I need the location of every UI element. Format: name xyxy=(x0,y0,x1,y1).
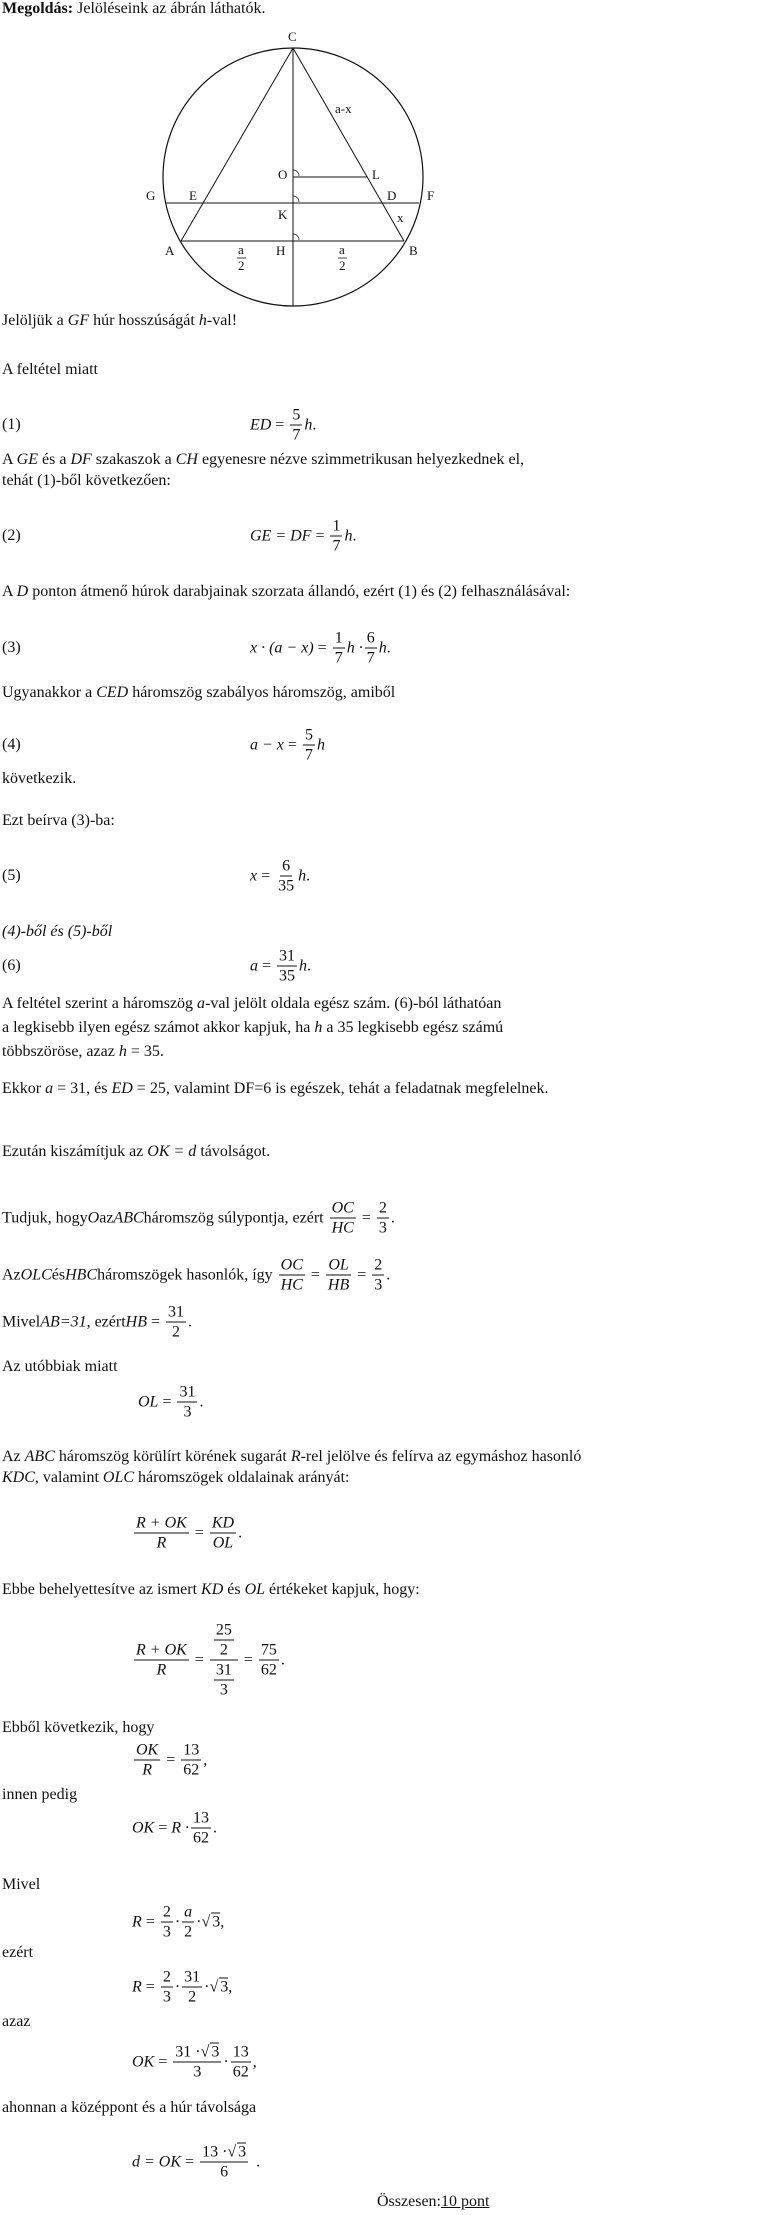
paragraph-therefore: ezért xyxy=(2,1944,34,1961)
label-b: B xyxy=(409,243,418,258)
fraction xyxy=(276,858,296,895)
paragraph-symmetry xyxy=(2,450,524,470)
paragraph-hb xyxy=(2,1304,192,1341)
fraction xyxy=(303,727,315,764)
fraction xyxy=(182,1969,202,2006)
eq1-d: 7 xyxy=(292,426,301,444)
eq8-end: . xyxy=(238,1524,243,1541)
eq4-lhs: a − x xyxy=(250,736,284,753)
eq12-lhs: R xyxy=(132,1913,142,1930)
eq13-end: , xyxy=(228,1978,233,1995)
eq12-d2: 2 xyxy=(184,1923,193,1941)
eq13-lhs: R xyxy=(132,1978,142,1995)
label-half-a-right-num: a xyxy=(339,242,345,257)
paragraph-circumradius xyxy=(2,1447,581,1467)
p13-n1: OC xyxy=(280,1256,303,1274)
fraction xyxy=(161,1969,173,2006)
eq2-lhs: GE = DF xyxy=(250,527,312,544)
eq13-d2: 2 xyxy=(188,1988,197,2006)
label-x: x xyxy=(397,210,404,225)
eq6-n: 31 xyxy=(279,947,296,965)
p16-t2: háromszög körülírt körének sugarát xyxy=(54,1448,291,1465)
p5-t2: háromszög szabályos háromszög, amiből xyxy=(128,684,396,701)
eq4 xyxy=(250,727,325,764)
p14-n: 31 xyxy=(168,1303,184,1321)
eq13-eq: = xyxy=(145,1978,155,1995)
eq10-d2: 62 xyxy=(183,1761,200,1779)
eq6-eq: = xyxy=(262,957,272,974)
p17-t1: Ebbe behelyettesítve az ismert xyxy=(2,1581,202,1598)
fraction xyxy=(200,2144,248,2181)
eq10-n2: 13 xyxy=(183,1741,200,1759)
eq8-n1: R + OK xyxy=(136,1514,187,1532)
p11-t2: távolságot. xyxy=(196,1143,271,1160)
label-g: G xyxy=(146,188,156,203)
p14-v2: HB xyxy=(125,1313,147,1330)
label-c: C xyxy=(288,29,297,44)
numerator xyxy=(173,2044,221,2063)
eq8-d2: OL xyxy=(212,1534,234,1552)
right-angle-h xyxy=(293,234,299,240)
eq6-end: . xyxy=(307,957,312,974)
eq10-eq: = xyxy=(166,1751,176,1768)
p12-n: OC xyxy=(331,1199,354,1217)
paragraph-substitution xyxy=(2,1580,420,1600)
eq-ok-value: OK = $\frac{31 \cdot√ 3}{3}$ · $\frac{13}{62}$ , xyxy=(132,2043,257,2081)
paragraph-chord-product xyxy=(2,582,570,602)
geometry-figure xyxy=(0,0,777,320)
p13-eq: = xyxy=(310,1266,320,1283)
eq6 xyxy=(250,948,311,985)
fraction xyxy=(214,1622,234,1659)
paragraph-similar xyxy=(2,1257,390,1294)
fraction xyxy=(177,1384,197,1421)
eq3-v1: h · xyxy=(346,639,363,656)
paragraph-from-4-5: (4)-ből és (5)-ből xyxy=(2,923,113,940)
p10-t1: Ekkor xyxy=(2,1080,46,1097)
p1-t1: Jelöljük a xyxy=(2,312,68,329)
p1-t3: -val! xyxy=(206,312,238,329)
eq-d-value xyxy=(132,2144,260,2181)
eq14-d1: 3 xyxy=(193,2063,202,2081)
paragraph-distance xyxy=(2,1142,270,1162)
eq12-end: , xyxy=(220,1913,225,1930)
p9-l1b: -val jelölt oldala egész szám. (6)-ból láthatóan xyxy=(205,995,502,1012)
eq5-v: h xyxy=(298,867,307,884)
eq9-dn: 31 xyxy=(215,1661,232,1679)
eq14-end: , xyxy=(252,2053,257,2070)
p12-t1: Tudjuk, hogy xyxy=(2,1209,88,1226)
p9-l2a: a legkisebb ilyen egész számot akkor kapjuk, ha xyxy=(2,1019,315,1036)
fraction xyxy=(134,1742,160,1779)
eq1-v: h xyxy=(304,416,313,433)
label-l: L xyxy=(372,167,380,182)
eq7-d: 3 xyxy=(183,1403,192,1421)
eq10-d1: R xyxy=(142,1761,152,1779)
p11-t1: Ezután kiszámítjuk az xyxy=(2,1143,148,1160)
p16b-v2: OLC xyxy=(102,1469,135,1486)
p9-l2v: h xyxy=(314,1019,323,1036)
fraction xyxy=(161,1904,173,1941)
fraction xyxy=(231,2044,251,2081)
eq6-number: (6) xyxy=(2,957,21,974)
eq5 xyxy=(250,858,310,895)
eq12-eq: = xyxy=(145,1913,155,1930)
eq3-n2: 6 xyxy=(366,629,375,647)
p13-n2: OL xyxy=(328,1256,349,1274)
eq11-d: 62 xyxy=(193,1829,210,1847)
eq-ratio-values xyxy=(132,1622,285,1699)
eq1-number: (1) xyxy=(2,416,21,433)
p11-v1: OK = d xyxy=(147,1143,197,1160)
fraction xyxy=(214,1662,234,1699)
p9-l2b: a 35 legkisebb egész számú xyxy=(322,1019,504,1036)
eq11-n: 13 xyxy=(193,1809,210,1827)
eq6-v: h xyxy=(299,957,308,974)
fraction xyxy=(173,2044,221,2081)
p1-t2: húr hosszúságát xyxy=(89,312,199,329)
p12-d2: 3 xyxy=(378,1219,387,1237)
eq8-n2: KD xyxy=(211,1514,235,1532)
paragraph-integer-3 xyxy=(2,1042,164,1062)
fraction xyxy=(134,1515,189,1552)
p10-v1: a xyxy=(45,1080,54,1097)
paragraph-follows: következik. xyxy=(2,770,77,787)
paragraph-integer-2 xyxy=(2,1018,503,1038)
eq3-d1: 7 xyxy=(334,649,343,667)
paragraph-centroid xyxy=(2,1200,395,1237)
p12-t3: háromszög súlypontja, ezért xyxy=(143,1209,324,1226)
paragraph-circumradius-2 xyxy=(2,1468,349,1488)
eq1-n: 5 xyxy=(292,406,301,424)
paragraph-distance-result: ahonnan a középpont és a húr távolsága xyxy=(2,2099,257,2116)
p16-t3: -rel jelölve és felírva az egymáshoz hasonló xyxy=(300,1448,582,1465)
label-e: E xyxy=(189,188,197,203)
eq14-eq: = xyxy=(158,2053,168,2070)
eq12-rad: 3 xyxy=(212,1913,221,1931)
eq15-rad: 3 xyxy=(238,2143,247,2161)
eq7-end: . xyxy=(199,1393,204,1410)
eq8-d1: R xyxy=(156,1534,167,1552)
eq-r-value: R = $\frac{2}{3}$ · $\frac{31}{2}$ · √ 3 , xyxy=(132,1968,233,2006)
p9-l1v: a xyxy=(197,995,206,1012)
p4-t1: A xyxy=(2,583,17,600)
eq3-number: (3) xyxy=(2,639,21,656)
p16-v1: ABC xyxy=(24,1448,55,1465)
fraction xyxy=(134,1642,189,1679)
eq2-d: 7 xyxy=(332,537,341,555)
p12-d: HC xyxy=(331,1219,354,1237)
total-points: 10 pont xyxy=(440,2193,490,2210)
eq4-number: (4) xyxy=(2,736,21,753)
paragraph-follows-2: Ebből következik, hogy xyxy=(2,1719,155,1736)
eq1-eq: = xyxy=(275,416,285,433)
p1-v2: h xyxy=(198,312,207,329)
p16b-t2: háromszögek oldalainak arányát: xyxy=(134,1469,350,1486)
eq15-d: 6 xyxy=(220,2163,229,2181)
eq9-end: . xyxy=(280,1651,285,1668)
heading-label: Megoldás: xyxy=(2,0,74,17)
p9-l1a: A feltétel szerint a háromszög xyxy=(2,995,198,1012)
eq6-lhs: a xyxy=(250,957,258,974)
numerator xyxy=(210,1622,238,1661)
paragraph-equilateral xyxy=(2,683,395,703)
eq3-n1: 1 xyxy=(334,629,343,647)
right-angle-k xyxy=(293,196,299,202)
eq12-d1: 3 xyxy=(162,1923,171,1941)
eq9-nd: 2 xyxy=(219,1641,228,1659)
eq4-n: 5 xyxy=(304,726,313,744)
fraction xyxy=(181,1742,201,1779)
p14-t1: Mivel xyxy=(2,1313,41,1330)
p14-eq: = xyxy=(150,1313,160,1330)
right-angle-o xyxy=(293,170,299,176)
p10-v2: ED xyxy=(111,1080,133,1097)
p16b-v1: KDC xyxy=(2,1469,35,1486)
paragraph-ie: azaz xyxy=(2,2013,31,2030)
p12-v2: ABC xyxy=(113,1209,144,1226)
eq5-end: . xyxy=(306,867,311,884)
p13-d1: HC xyxy=(280,1276,303,1294)
side-ca xyxy=(181,48,293,241)
paragraph-define-h xyxy=(2,311,237,331)
label-half-a-left-num: a xyxy=(238,242,244,257)
label-o: O xyxy=(278,167,288,182)
eq2-number: (2) xyxy=(2,527,21,544)
p9-l3b: = 35. xyxy=(126,1043,164,1060)
eq9-d1: R xyxy=(156,1661,167,1679)
fraction xyxy=(326,1257,351,1294)
sqrt-icon: √ xyxy=(201,1913,211,1930)
eq4-d: 7 xyxy=(304,746,313,764)
p12-eq: = xyxy=(361,1209,371,1226)
paragraph-integer-1 xyxy=(2,994,501,1014)
p3-t3: szakaszok a xyxy=(91,451,176,468)
fraction xyxy=(277,948,297,985)
p14-d: 2 xyxy=(172,1323,180,1341)
p13-d2: HB xyxy=(327,1276,350,1294)
p12-end: . xyxy=(390,1209,395,1226)
eq3-d2: 7 xyxy=(366,649,375,667)
eq15-end: . xyxy=(256,2153,261,2170)
paragraph-condition: A feltétel miatt xyxy=(2,361,98,378)
p13-v2: HBC xyxy=(65,1266,98,1283)
compound-fraction xyxy=(210,1622,238,1699)
eq2-end: . xyxy=(352,527,357,544)
eq13-n1: 2 xyxy=(162,1968,171,1986)
paragraph-latter: Az utóbbiak miatt xyxy=(2,1358,118,1375)
label-half-a-left-den: 2 xyxy=(238,258,245,273)
eq2-eq: = xyxy=(315,527,325,544)
sqrt-icon: √ xyxy=(209,1978,219,1995)
label-a-minus-x: a-x xyxy=(335,101,352,116)
label-f: F xyxy=(427,188,435,203)
p13-v1: OLC xyxy=(20,1266,52,1283)
eq15-na: 13 · xyxy=(202,2143,228,2161)
p12-n2: 2 xyxy=(378,1199,387,1217)
eq6-d: 35 xyxy=(279,967,296,985)
p3-v3: CH xyxy=(175,451,198,468)
fraction xyxy=(372,1257,384,1294)
eq-ol xyxy=(138,1384,203,1421)
total-score xyxy=(377,2193,489,2211)
eq11-eq: = xyxy=(158,1819,168,1836)
eq1-lhs: ED xyxy=(250,416,272,433)
side-cb xyxy=(293,48,404,241)
paragraph-symmetry-2: tehát (1)-ből következően: xyxy=(2,472,171,489)
eq3-lhs: x · (a − x) xyxy=(250,639,314,656)
eq3-eq: = xyxy=(317,639,327,656)
eq-r-formula: R = $\frac{2}{3}$ · $\frac{a}{2}$ · √ 3 , xyxy=(132,1903,225,1941)
p12-t2: az xyxy=(99,1209,114,1226)
p13-end: . xyxy=(386,1266,391,1283)
paragraph-since: Mivel xyxy=(2,1876,41,1893)
numerator xyxy=(200,2144,248,2163)
eq7-n: 31 xyxy=(179,1383,196,1401)
label-half-a-right-den: 2 xyxy=(339,258,346,273)
p3-t1: A xyxy=(2,451,17,468)
eq14-rad: 3 xyxy=(211,2043,220,2061)
eq14-n2: 13 xyxy=(232,2043,249,2061)
p1-v1: GF xyxy=(67,312,90,329)
eq15-eq: = xyxy=(185,2153,195,2170)
eq-ok-over-r xyxy=(132,1742,207,1779)
eq2-n: 1 xyxy=(332,517,341,535)
eq1-end: . xyxy=(312,416,317,433)
frac xyxy=(290,407,302,444)
p3-t4: egyenesre nézve szimmetrikusan helyezkednek el, xyxy=(197,451,525,468)
p13-d3: 3 xyxy=(374,1276,383,1294)
p4-t2: ponton átmenő húrok darabjainak szorzata állandó, ezért (1) és (2) felhasználásával: xyxy=(28,583,571,600)
eq12-n2: a xyxy=(184,1903,193,1921)
p17-v1: KD xyxy=(201,1581,224,1598)
eq9-dd: 3 xyxy=(219,1681,228,1699)
p13-t1: Az xyxy=(2,1266,21,1283)
paragraph-hence: innen pedig xyxy=(2,1786,78,1803)
eq5-d: 35 xyxy=(278,877,295,895)
eq4-v: h xyxy=(316,736,325,753)
eq7-eq: = xyxy=(162,1393,172,1410)
p10-t2: = 31, és xyxy=(53,1080,112,1097)
eq9-eq: = xyxy=(243,1651,253,1668)
eq2-v: h xyxy=(344,527,353,544)
p17-v2: OL xyxy=(244,1581,266,1598)
sqrt-icon: √ xyxy=(227,2143,237,2161)
total-label: Összesen: xyxy=(377,2193,441,2210)
denominator xyxy=(210,1661,238,1699)
label-k: K xyxy=(278,207,288,222)
label-h: H xyxy=(276,243,286,258)
p14-v1: AB=31 xyxy=(40,1313,87,1330)
p14-t2: , ezért xyxy=(86,1313,126,1330)
p17-t2: és xyxy=(223,1581,245,1598)
eq3 xyxy=(250,630,391,667)
eq9-d3: 62 xyxy=(260,1661,277,1679)
p3-v2: DF xyxy=(70,451,92,468)
eq15-lhs: d = OK xyxy=(132,2153,182,2170)
eq7-lhs: OL xyxy=(138,1393,159,1410)
eq13-d1: 3 xyxy=(162,1988,171,2006)
eq2 xyxy=(250,518,356,555)
label-a-vertex: A xyxy=(165,243,175,258)
eq5-number: (5) xyxy=(2,867,21,884)
eq3-v2: h xyxy=(378,639,387,656)
eq11-lhs: OK xyxy=(132,1819,155,1836)
eq14-lhs: OK xyxy=(132,2053,155,2070)
p9-l3a: többszöröse, azaz xyxy=(2,1043,119,1060)
heading-text: Jelöléseink az ábrán láthatók. xyxy=(73,0,266,17)
eq10-end: , xyxy=(203,1751,208,1768)
p13-t3: háromszögek hasonlók, így xyxy=(97,1266,273,1283)
fraction xyxy=(182,1904,194,1941)
p3-t2: és a xyxy=(38,451,71,468)
eq5-lhs: x xyxy=(250,867,258,884)
p4-v1: D xyxy=(16,583,29,600)
p14-end: . xyxy=(188,1313,192,1330)
eq12-n1: 2 xyxy=(162,1903,171,1921)
eq3-end: . xyxy=(386,639,391,656)
p5-v1: CED xyxy=(96,684,129,701)
eq9-nn: 25 xyxy=(215,1621,232,1639)
eq14-d2: 62 xyxy=(232,2063,249,2081)
paragraph-then xyxy=(2,1079,548,1099)
eq13-n2: 31 xyxy=(184,1968,201,1986)
fraction xyxy=(330,518,342,555)
p12-v1: O xyxy=(87,1209,100,1226)
fraction xyxy=(210,1515,236,1552)
p16-v2: R xyxy=(290,1448,301,1465)
eq14-n1a: 31 · xyxy=(175,2043,201,2061)
fraction xyxy=(191,1810,211,1847)
p16-t1: Az xyxy=(2,1448,25,1465)
label-d: D xyxy=(387,188,397,203)
fraction xyxy=(377,1200,389,1237)
eq4-eq: = xyxy=(287,736,297,753)
fraction xyxy=(259,1642,279,1679)
eq13-rad: 3 xyxy=(220,1978,229,1996)
fraction xyxy=(333,630,345,667)
p13-eq: = xyxy=(357,1266,367,1283)
p13-t2: és xyxy=(51,1266,66,1283)
p10-t3: = 25, valamint DF=6 is egészek, tehát a feladatnak megfelelnek. xyxy=(132,1080,549,1097)
p5-t1: Ugyanakkor a xyxy=(2,684,97,701)
eq11-v: R · xyxy=(171,1819,190,1836)
fraction xyxy=(365,630,377,667)
eq10-n1: OK xyxy=(136,1741,159,1759)
fraction xyxy=(279,1257,305,1294)
eq5-eq: = xyxy=(261,867,271,884)
p13-n3: 2 xyxy=(374,1256,383,1274)
eq5-n: 6 xyxy=(282,857,291,875)
paragraph-substitute: Ezt beírva (3)-ba: xyxy=(2,812,115,829)
fraction xyxy=(166,1304,186,1341)
p9-l3v: h xyxy=(118,1043,127,1060)
p17-t3: értékeket kapjuk, hogy: xyxy=(265,1581,420,1598)
fraction xyxy=(330,1200,356,1237)
eq-ratio xyxy=(132,1515,242,1552)
eq1 xyxy=(250,407,316,444)
eq8-eq: = xyxy=(194,1524,204,1541)
eq9-n1: R + OK xyxy=(136,1641,187,1659)
sqrt-icon: √ xyxy=(200,2043,210,2061)
eq9-eq: = xyxy=(194,1651,204,1668)
eq-ok-r xyxy=(132,1810,217,1847)
p3-v1: GE xyxy=(16,451,38,468)
eq9-n3: 75 xyxy=(260,1641,277,1659)
eq11-end: . xyxy=(213,1819,218,1836)
p16b-t1: , valamint xyxy=(34,1469,103,1486)
